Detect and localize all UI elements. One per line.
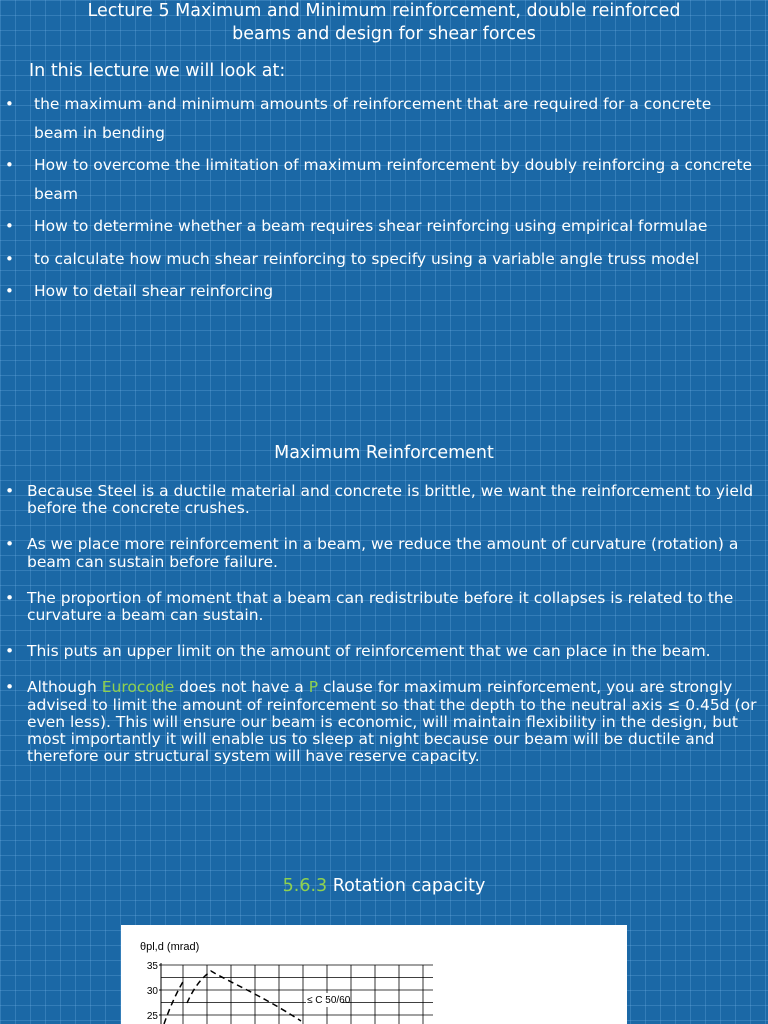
intro-list	[0, 90, 760, 310]
list-item: • How to overcome the limitation of maximum reinforcement by doubly reinforcing a concrete beam	[0, 151, 760, 208]
text-run: clause for maximum reinforcement, you are strongly advised to limit the amount of reinforcement so that the depth to the neutral axis ≤ 0.45d (or even less). This will ensure our beam is economic, will maintain flexibility in the design, but most importantly it will enable us to sleep at night because our beam will be ductile and therefore our structural system will have reserve capacity.	[27, 678, 757, 766]
list-item: • the maximum and minimum amounts of reinforcement that are required for a concrete beam in bending	[0, 90, 760, 147]
intro-text: In this lecture we will look at:	[29, 61, 286, 81]
y-tick-labels	[147, 961, 161, 1022]
list-item: • to calculate how much shear reinforcing to specify using a variable angle truss model	[0, 245, 760, 274]
y-tick-label: 35	[146, 961, 158, 972]
y-tick-label: 30	[146, 986, 158, 997]
lecture-title	[0, 0, 768, 46]
title-line-2: beams and design for shear forces	[232, 24, 536, 44]
y-tick-label: 25	[146, 1011, 158, 1022]
rotation-capacity-figure	[121, 925, 627, 1024]
p-clause-term: P	[308, 678, 319, 697]
y-axis-label: θpl,d (mrad)	[140, 941, 200, 953]
rotation-title: Rotation capacity	[327, 876, 486, 896]
title-line-1: Lecture 5 Maximum and Minimum reinforcement, double reinforced	[87, 1, 681, 21]
clause-number: 5.6.3	[282, 876, 328, 896]
list-item: • Because Steel is a ductile material and concrete is brittle, we want the reinforcement to yield before the concrete crushes.	[0, 483, 760, 517]
list-item: • How to determine whether a beam requires shear reinforcing using empirical formulae	[0, 212, 760, 241]
series-line	[187, 971, 301, 1021]
section-heading: Maximum Reinforcement	[274, 443, 494, 463]
list-item	[0, 679, 760, 765]
max-reinforcement-list	[0, 483, 760, 784]
list-item: • This puts an upper limit on the amount of reinforcement that we can place in the beam.	[0, 643, 760, 660]
series-line	[164, 980, 184, 1024]
chart-grid	[161, 965, 433, 1024]
series-annotation: ≤ C 50/60	[307, 995, 351, 1006]
text-run: does not have a	[174, 678, 309, 697]
rotation-chart	[121, 925, 627, 1024]
list-item: • The proportion of moment that a beam can redistribute before it collapses is related to the curvature a beam can sustain.	[0, 590, 760, 624]
eurocode-term: Eurocode	[101, 678, 175, 697]
rotation-heading	[0, 876, 768, 896]
list-item: • How to detail shear reinforcing	[0, 277, 760, 306]
list-item: • As we place more reinforcement in a beam, we reduce the amount of curvature (rotation) a beam can sustain before failure.	[0, 536, 760, 570]
text-run: Although	[27, 678, 102, 697]
